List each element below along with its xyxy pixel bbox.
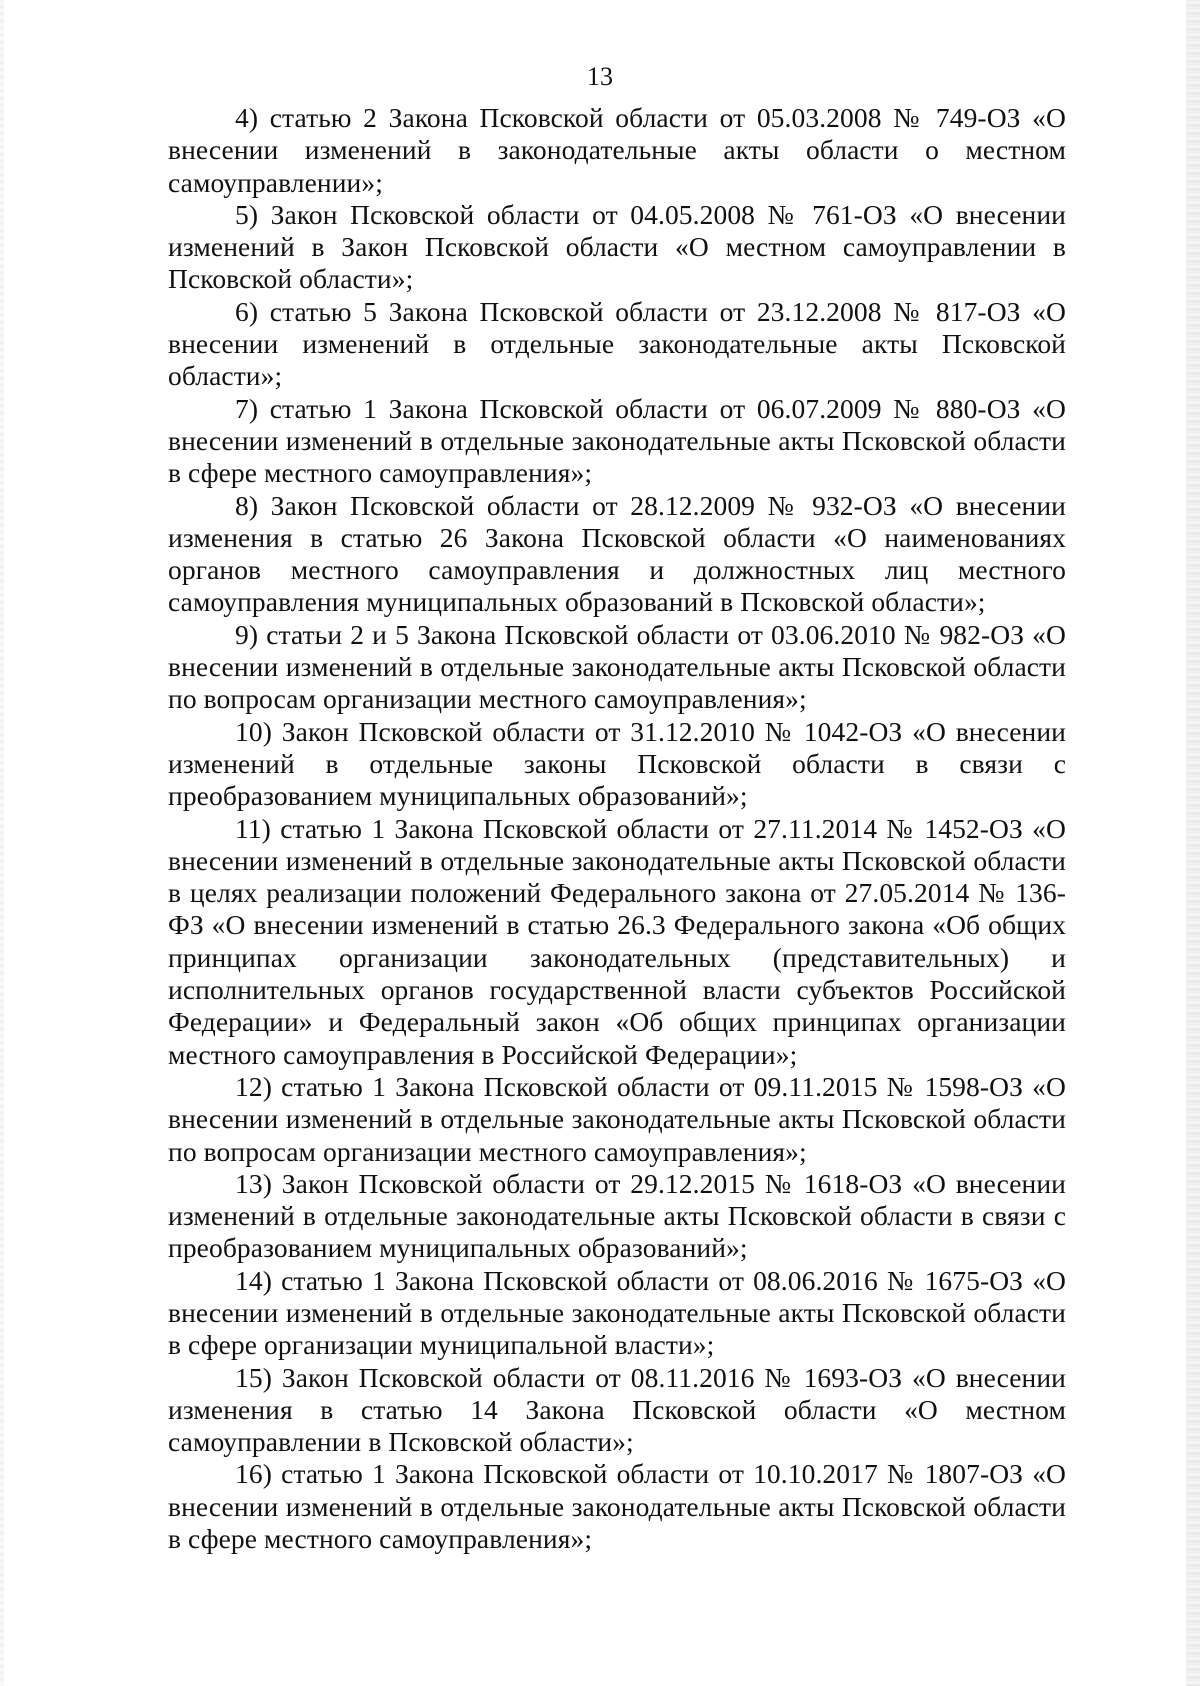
page-number: 13 <box>587 62 613 91</box>
list-item-12: 12) статью 1 Закона Псковской области от 09.11.2015 № 1598-ОЗ «О внесении изменений в отдельные законодательные акты Псковской области по вопросам организации местного самоуправления»; <box>168 1070 1066 1167</box>
list-item-14: 14) статью 1 Закона Псковской области от 08.06.2016 № 1675-ОЗ «О внесении изменений в отдельные законодательные акты Псковской области в сфере организации муниципальной власти»; <box>168 1264 1066 1361</box>
list-item-16: 16) статью 1 Закона Псковской области от 10.10.2017 № 1807-ОЗ «О внесении изменений в отдельные законодательные акты Псковской области в сфере местного самоуправления»; <box>168 1458 1066 1555</box>
list-item-15: 15) Закон Псковской области от 08.11.2016 № 1693-ОЗ «О внесении изменения в статью 14 Закона Псковской области «О местном самоуправлении в Псковской области»; <box>168 1361 1066 1458</box>
list-item-10: 10) Закон Псковской области от 31.12.2010 № 1042-ОЗ «О внесении изменений в отдельные законы Псковской области в связи с преобразованием муниципальных образований»; <box>168 715 1066 812</box>
list-item-8: 8) Закон Псковской области от 28.12.2009 № 932-ОЗ «О внесении изменения в статью 26 Закона Псковской области «О наименованиях органов местного самоуправления и должностных лиц местного самоуправления муниципальных образований в Псковской области»; <box>168 489 1066 618</box>
scan-edge-right <box>1186 0 1200 1686</box>
scan-edge-left <box>0 0 4 1686</box>
list-item-5: 5) Закон Псковской области от 04.05.2008 № 761-ОЗ «О внесении изменений в Закон Псковской области «О местном самоуправлении в Псковской области»; <box>168 198 1066 295</box>
list-item-4: 4) статью 2 Закона Псковской области от 05.03.2008 № 749-ОЗ «О внесении изменений в законодательные акты области о местном самоуправлении»; <box>168 102 1066 198</box>
list-item-11: 11) статью 1 Закона Псковской области от 27.11.2014 № 1452-ОЗ «О внесении изменений в отдельные законодательные акты Псковской области в целях реализации положений Федерального закона от 27.05.2014 № 136-ФЗ «О внесении изменений в статью 26.3 Федерального закона «Об общих принципах организации законодательных (представительных) и исполнительных органов государственной власти субъектов Российской Федерации» и Федеральный закон «Об общих принципах организации местного самоуправления в Российской Федерации»; <box>168 812 1066 1070</box>
list-item-7: 7) статью 1 Закона Псковской области от 06.07.2009 № 880-ОЗ «О внесении изменений в отдельные законодательные акты Псковской области в сфере местного самоуправления»; <box>168 392 1066 489</box>
list-item-13: 13) Закон Псковской области от 29.12.2015 № 1618-ОЗ «О внесении изменений в отдельные законодательные акты Псковской области в связи с преобразованием муниципальных образований»; <box>168 1167 1066 1264</box>
document-body <box>168 102 1066 1555</box>
list-item-6: 6) статью 5 Закона Псковской области от 23.12.2008 № 817-ОЗ «О внесении изменений в отдельные законодательные акты Псковской области»; <box>168 295 1066 392</box>
list-item-9: 9) статьи 2 и 5 Закона Псковской области от 03.06.2010 № 982-ОЗ «О внесении изменений в отдельные законодательные акты Псковской области по вопросам организации местного самоуправления»; <box>168 618 1066 715</box>
